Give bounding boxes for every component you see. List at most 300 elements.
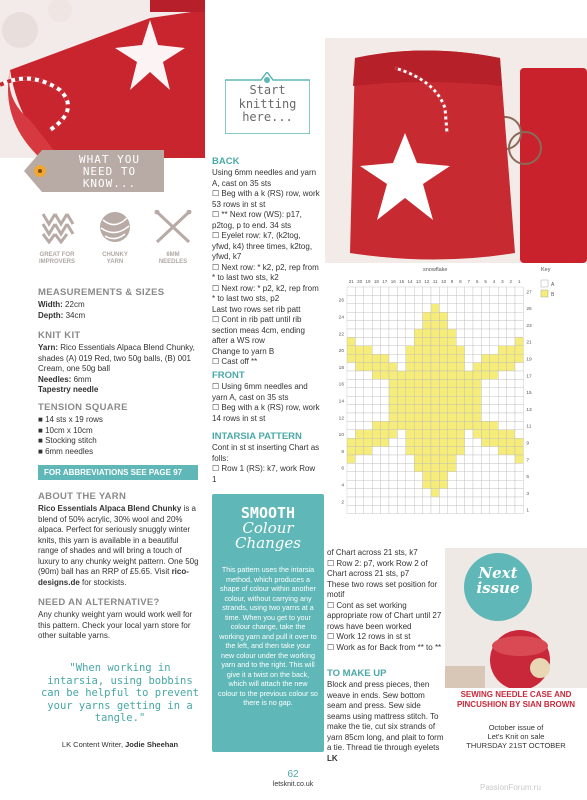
chart-cell (439, 337, 447, 345)
chart-cell (498, 287, 506, 295)
chart-cell (389, 337, 397, 345)
chart-cell (414, 463, 422, 471)
chart-grid (347, 287, 523, 514)
chart-cell (439, 371, 447, 379)
chart-cell (498, 346, 506, 354)
chart-cell (406, 413, 414, 421)
chart-cell (498, 438, 506, 446)
row-label-left: 2 (341, 500, 344, 506)
chart-cell (372, 447, 380, 455)
chart-cell (389, 455, 397, 463)
chart-cell (473, 354, 481, 362)
chart-cell (381, 346, 389, 354)
skill-icons (35, 210, 195, 270)
chart-cell (490, 438, 498, 446)
chart-cell (364, 304, 372, 312)
chart-cell (381, 472, 389, 480)
chart-cell (498, 379, 506, 387)
chart-cell (481, 405, 489, 413)
chart-cell (406, 337, 414, 345)
chart-cell (389, 363, 397, 371)
tension-item: ■ 14 sts x 19 rows (38, 415, 103, 424)
chart-cell (414, 480, 422, 488)
start-knitting-tag (225, 72, 310, 134)
chart-cell (515, 463, 523, 471)
chart-cell (490, 455, 498, 463)
chart-cell (397, 480, 405, 488)
chart-cell (498, 505, 506, 513)
chart-cell (431, 396, 439, 404)
chart-cell (481, 505, 489, 513)
chart-cell (439, 463, 447, 471)
chart-cell (465, 379, 473, 387)
chart-cell (423, 346, 431, 354)
chart-cell (347, 295, 355, 303)
col-label: 3 (501, 279, 504, 284)
chart-cell (364, 463, 372, 471)
chart-cell (423, 480, 431, 488)
chart-cell (465, 463, 473, 471)
chart-cell (465, 388, 473, 396)
needles-badge (151, 210, 195, 266)
chart-cell (364, 295, 372, 303)
chart-cell (439, 304, 447, 312)
chart-cell (423, 455, 431, 463)
chart-cell (389, 489, 397, 497)
chart-cell (347, 312, 355, 320)
know-title-line-2: NEED TO (82, 165, 137, 178)
next-issue-title: SEWING NEEDLE CASE AND PINCUSHION BY SIAN BROWN (456, 690, 576, 709)
chart-cell (473, 497, 481, 505)
col-label: 14 (407, 279, 413, 284)
bag-illustration (0, 0, 205, 158)
chart-cell (490, 312, 498, 320)
chart-cell (456, 413, 464, 421)
chart-cell (498, 497, 506, 505)
chart-cell (347, 421, 355, 429)
chart-cell (431, 480, 439, 488)
chart-cell (406, 480, 414, 488)
chart-cell (448, 413, 456, 421)
chart-cell (448, 497, 456, 505)
chart-cell (423, 430, 431, 438)
chart-cell (364, 505, 372, 513)
chart-cell (473, 505, 481, 513)
chart-cell (481, 463, 489, 471)
back-line: ☐ Cont in rib patt until rib section meas 4cm, ending after a WS row (212, 315, 305, 345)
chart-cell (406, 505, 414, 513)
chart-cell (355, 421, 363, 429)
chart-cell (397, 304, 405, 312)
chart-cell (507, 396, 515, 404)
chart-cell (423, 354, 431, 362)
chart-cell (507, 455, 515, 463)
chart-cell (431, 371, 439, 379)
chart-cell (397, 312, 405, 320)
chart-cell (364, 472, 372, 480)
chart-cell (372, 337, 380, 345)
chart-cell (515, 480, 523, 488)
chart-cell (423, 329, 431, 337)
chart-cell (372, 304, 380, 312)
chart-cell (481, 497, 489, 505)
chart-cell (490, 354, 498, 362)
chart-cell (456, 312, 464, 320)
chart-cell (372, 497, 380, 505)
chart-cell (473, 287, 481, 295)
chart-cell (473, 405, 481, 413)
chart-cell (347, 463, 355, 471)
chart-cell (498, 304, 506, 312)
chart-cell (515, 497, 523, 505)
col-label: 2 (509, 279, 513, 284)
chart-cell (381, 463, 389, 471)
back-line: ☐ Next row: * p2, k2, rep from * to last two sts, p2 (212, 283, 319, 303)
chart-cell (414, 396, 422, 404)
chart-cell (406, 312, 414, 320)
key-label: A (551, 282, 555, 288)
chart-cell (481, 472, 489, 480)
chart-cell (465, 371, 473, 379)
chart-cell (448, 463, 456, 471)
chart-cell (481, 321, 489, 329)
row-label-right: 25 (526, 307, 532, 313)
chart-cell (355, 438, 363, 446)
chart-cell (381, 489, 389, 497)
start-line-1: Start (249, 83, 286, 97)
chart-cell (347, 354, 355, 362)
chart-cell (515, 346, 523, 354)
chart-cell (473, 421, 481, 429)
chart-cell (406, 472, 414, 480)
chart-cell (355, 489, 363, 497)
chart-cell (389, 480, 397, 488)
tension-section (38, 402, 200, 457)
chart-cell (406, 354, 414, 362)
col-label: 13 (415, 279, 421, 284)
chart-cell (465, 329, 473, 337)
chart-cell (389, 388, 397, 396)
chart-cell (347, 430, 355, 438)
back-line: Using 6mm needles and yarn A, cast on 35 sts (212, 168, 317, 188)
chart-cell (515, 421, 523, 429)
chart-cell (431, 363, 439, 371)
chart-cell (448, 295, 456, 303)
chart-cell (423, 463, 431, 471)
chart-cell (364, 413, 372, 421)
chart-cell (448, 480, 456, 488)
chart-cell (397, 354, 405, 362)
pull-quote: "When working in intarsia, using bobbins can be helpful to prevent your yarns getting in a tangle." (40, 662, 200, 724)
chart-cell (515, 287, 523, 295)
chart-cell (414, 505, 422, 513)
chart-cell (481, 287, 489, 295)
chart-cell (439, 447, 447, 455)
chart-cell (389, 505, 397, 513)
chart-cell (397, 405, 405, 413)
chart-cell (465, 438, 473, 446)
chart-cell (355, 346, 363, 354)
chart-cell (431, 421, 439, 429)
chart-cell (490, 337, 498, 345)
chart-cell (481, 447, 489, 455)
chart-cell (414, 421, 422, 429)
chart-cell (473, 337, 481, 345)
chart-cell (481, 346, 489, 354)
chart-cell (389, 329, 397, 337)
chart-cell (431, 321, 439, 329)
chart-cell (507, 379, 515, 387)
chart-cell (414, 321, 422, 329)
chart-cell (473, 304, 481, 312)
chart-cell (347, 287, 355, 295)
chart-cell (431, 438, 439, 446)
chart-cell (465, 472, 473, 480)
chart-cell (498, 421, 506, 429)
row-label-right: 1 (526, 508, 530, 514)
chart-cell (355, 337, 363, 345)
chart-cell (364, 329, 372, 337)
chart-cell (498, 354, 506, 362)
knit-stitch-icon (37, 210, 77, 244)
row-label-left: 6 (341, 466, 344, 472)
chart-cell (490, 447, 498, 455)
chart-cell (381, 295, 389, 303)
chart-cell (355, 295, 363, 303)
chart-cell (414, 287, 422, 295)
chart-cell (355, 379, 363, 387)
chart-cell (490, 287, 498, 295)
chart-cell (364, 489, 372, 497)
chart-cell (381, 430, 389, 438)
chart-cell (490, 497, 498, 505)
chart-cell (465, 396, 473, 404)
chart-cell (355, 505, 363, 513)
footer-site[interactable]: letsknit.co.uk (272, 781, 314, 788)
chart-cell (389, 379, 397, 387)
chart-cell (473, 371, 481, 379)
col-label: 10 (441, 279, 447, 284)
measurements-heading: MEASUREMENTS & SIZES (38, 287, 165, 298)
needles-label: Needles: (38, 374, 72, 384)
chart-cell (465, 295, 473, 303)
chart-cell (481, 396, 489, 404)
chart-cell (473, 379, 481, 387)
chart-cell (389, 497, 397, 505)
chart-cell (397, 430, 405, 438)
chart-cell (355, 396, 363, 404)
chart-cell (465, 304, 473, 312)
chart-cell (490, 463, 498, 471)
chart-cell (490, 363, 498, 371)
chart-cell (423, 413, 431, 421)
chart-cell (406, 295, 414, 303)
depth-label: Depth: (38, 310, 64, 320)
chart-cell (439, 363, 447, 371)
chart-svg (325, 262, 587, 547)
chart-cell (389, 472, 397, 480)
chart-cell (414, 388, 422, 396)
chart-cell (498, 363, 506, 371)
chart-cell (347, 363, 355, 371)
back-line: ☐ Next row: * k2, p2, rep from * to last two sts, k2 (212, 262, 319, 282)
chart-cell (364, 346, 372, 354)
watermark: PassionForum.ru (480, 783, 541, 792)
chart-cell (397, 463, 405, 471)
chart-cell (431, 463, 439, 471)
front-heading: FRONT (212, 370, 245, 381)
chart-cell (448, 505, 456, 513)
chart-cell (389, 463, 397, 471)
chart-cell (389, 396, 397, 404)
chart-cell (448, 438, 456, 446)
chart-cell (381, 447, 389, 455)
chart-cell (515, 438, 523, 446)
intarsia-line: Cont in st st inserting Chart as folls: (212, 443, 320, 463)
chart-cell (423, 505, 431, 513)
chart-cell (389, 295, 397, 303)
chart-cell (355, 455, 363, 463)
chart-cell (515, 379, 523, 387)
front-line: ☐ Beg with a k (RS) row, work 14 rows in st st (212, 403, 320, 423)
tapestry-needle: Tapestry needle (38, 385, 99, 394)
chart-cell (364, 363, 372, 371)
chart-cell (397, 287, 405, 295)
chart-cell (389, 447, 397, 455)
chart-cell (515, 295, 523, 303)
chart-cell (372, 329, 380, 337)
chart-cell (439, 396, 447, 404)
chart-cell (439, 388, 447, 396)
chart-cell (397, 363, 405, 371)
chart-cell (439, 480, 447, 488)
col-label: 20 (357, 279, 363, 284)
chart-cell (481, 430, 489, 438)
chart-cell (414, 497, 422, 505)
chart-cell (448, 430, 456, 438)
chart-cell (406, 363, 414, 371)
chart-cell (498, 472, 506, 480)
chart-cell (473, 388, 481, 396)
row-label-left: 26 (338, 298, 344, 304)
needles-icon (153, 210, 193, 244)
chart-cell (347, 304, 355, 312)
chart-cell (498, 489, 506, 497)
measurements-section (38, 287, 200, 321)
chart-cell (372, 463, 380, 471)
chart-cell (414, 413, 422, 421)
chart-cell (364, 480, 372, 488)
chart-cell (448, 321, 456, 329)
chart-cell (364, 455, 372, 463)
chart-cell (431, 354, 439, 362)
chart-cell (355, 304, 363, 312)
chart-cell (448, 396, 456, 404)
chart-cell (448, 312, 456, 320)
chart-cell (465, 363, 473, 371)
chart-cell (456, 371, 464, 379)
chart-cell (465, 505, 473, 513)
chart-cell (507, 371, 515, 379)
chart-cell (448, 304, 456, 312)
chart-cell (414, 379, 422, 387)
chart-cell (465, 413, 473, 421)
col-label: 19 (365, 279, 371, 284)
intarsia-line: ☐ Row 1 (RS): k7, work Row 1 (212, 464, 316, 484)
chart-cell (389, 438, 397, 446)
chart-cell (381, 438, 389, 446)
chart-cell (381, 363, 389, 371)
page-number: 62 (287, 769, 299, 780)
chart-cell (406, 321, 414, 329)
about-yarn-name: Rico Essentials Alpaca Blend Chunky (38, 504, 182, 513)
chart-cell (423, 472, 431, 480)
chart-cell (397, 295, 405, 303)
row-label-left: 8 (341, 449, 344, 455)
row-label-left: 18 (338, 365, 344, 371)
row-label-right: 3 (526, 491, 530, 497)
chart-cell (364, 430, 372, 438)
make-up-text: Block and press pieces, then weave in ends. Sew bottom seam and press. Sew side seams using mattress stitch. To make the tie, cut six strands of yarn 85cm long, and plait to form a tie. Thread tie through eyelets (327, 680, 444, 752)
col-label: 17 (382, 279, 388, 284)
chart-cell (431, 337, 439, 345)
chart-cell (414, 363, 422, 371)
chart-cell (372, 405, 380, 413)
chart-cell (431, 430, 439, 438)
chart-cell (456, 321, 464, 329)
chart-cell (473, 438, 481, 446)
rico-link[interactable]: rico-designs.de (38, 567, 189, 587)
chart-cell (414, 430, 422, 438)
smooth-title: SMOOTH (240, 504, 296, 522)
chart-cell (448, 346, 456, 354)
chart-cell (481, 371, 489, 379)
snowflake-chart (325, 262, 587, 547)
chart-cell (465, 489, 473, 497)
chart-cell (397, 371, 405, 379)
tension-item: ■ Stocking stitch (38, 436, 97, 445)
chart-cell (406, 346, 414, 354)
chart-cell (414, 304, 422, 312)
chart-cell (414, 295, 422, 303)
chart-cell (431, 405, 439, 413)
chart-cell (473, 489, 481, 497)
chart-cell (347, 489, 355, 497)
chart-cell (406, 304, 414, 312)
row-label-left: 14 (338, 399, 344, 405)
chart-cell (456, 438, 464, 446)
chart-cell (414, 455, 422, 463)
chart-cell (397, 396, 405, 404)
yarn-label: Yarn: (38, 343, 59, 352)
chart-cell (423, 304, 431, 312)
chart-cell (372, 489, 380, 497)
chart-cell (456, 505, 464, 513)
chart-cell (406, 497, 414, 505)
chart-cell (381, 304, 389, 312)
row-label-left: 20 (338, 349, 344, 355)
row-label-right: 9 (526, 441, 530, 447)
chart-cell (465, 497, 473, 505)
needles-label-2: NEEDLES (158, 259, 188, 265)
chart-cell (431, 489, 439, 497)
chart-cell (381, 388, 389, 396)
chart-cell (481, 413, 489, 421)
chart-cell (439, 421, 447, 429)
chart-cell (448, 329, 456, 337)
about-yarn-heading: ABOUT THE YARN (38, 491, 127, 502)
chart-cell (347, 371, 355, 379)
